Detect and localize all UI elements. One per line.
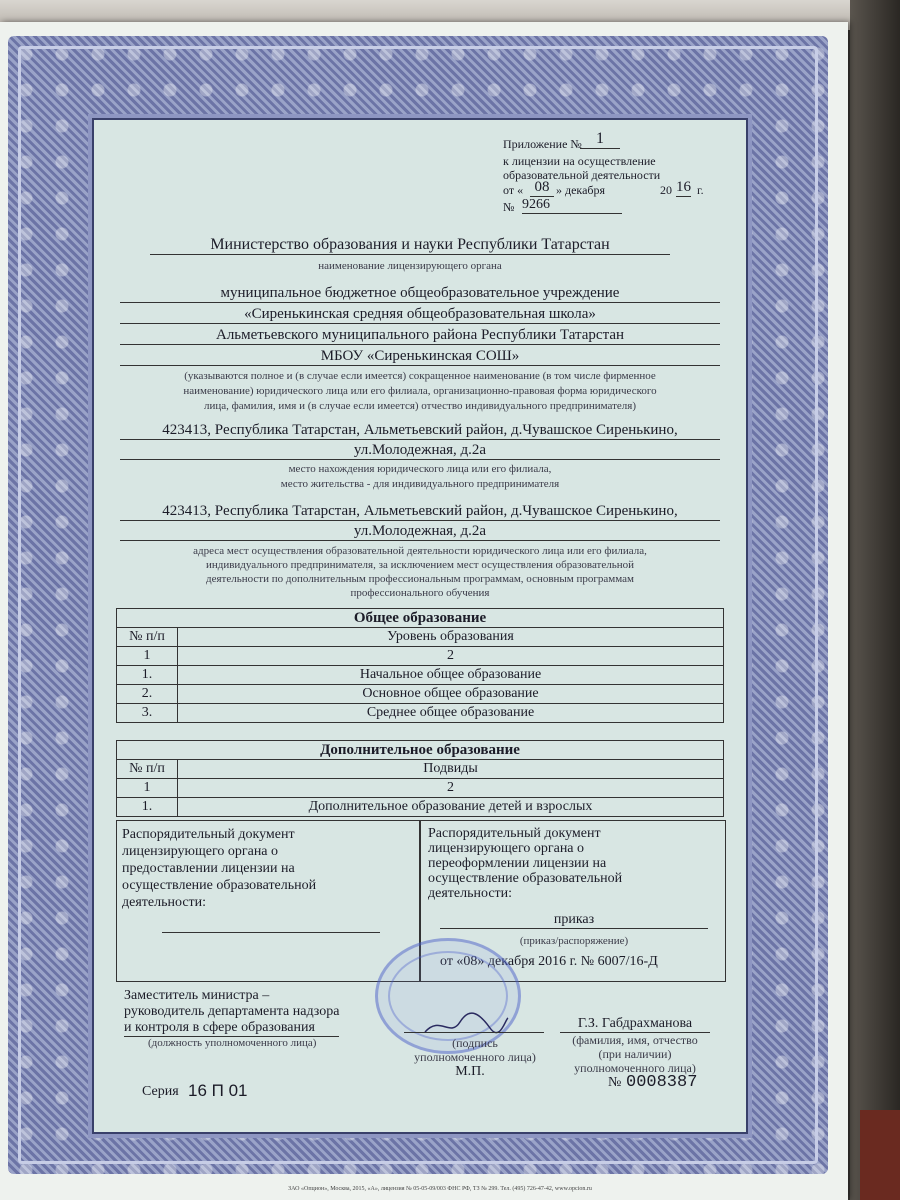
table-index-row bbox=[117, 779, 724, 798]
date-year-prefix: 20 bbox=[660, 183, 672, 197]
org-line1: муниципальное бюджетное общеобразовательное учреждение bbox=[120, 285, 720, 303]
table-header-row bbox=[117, 760, 724, 779]
activity-caption1: адреса мест осуществления образовательной деятельности юридического лица или его филиала, bbox=[193, 545, 647, 557]
org-line2: «Сиренькинская средняя общеобразовательная школа» bbox=[120, 306, 720, 324]
background-right bbox=[850, 0, 900, 1200]
index-cell: 1 bbox=[117, 647, 178, 666]
additional-education-title: Дополнительное образование bbox=[117, 741, 724, 760]
order-reissue-line: деятельности: bbox=[428, 886, 513, 901]
row-level: Начальное общее образование bbox=[178, 666, 724, 685]
order-grant-line: Распорядительный документ bbox=[122, 827, 295, 842]
table-row bbox=[117, 798, 724, 817]
order-grant-line: лицензирующего органа о bbox=[122, 844, 279, 859]
col-number-header: № п/п bbox=[117, 760, 178, 779]
location-caption2: место жительства - для индивидуального предпринимателя bbox=[280, 478, 560, 490]
printer-info: ЗАО «Опцион», Москва, 2015, «А», лицензия № 05-05-09/003 ФНС РФ, ТЗ № 299. Тел. (495) 726-47-42, www.opcion.ru bbox=[288, 1186, 592, 1192]
org-caption2: наименование) юридического лица или его филиала, организационно-правовая форма юридического bbox=[183, 385, 657, 397]
index-cell: 2 bbox=[178, 647, 724, 666]
position-line: и контроля в сфере образования bbox=[124, 1020, 339, 1037]
row-number: 1. bbox=[117, 798, 178, 817]
location-line2: ул.Молодежная, д.2а bbox=[120, 442, 720, 460]
activity-address-line1: 423413, Республика Татарстан, Альметьевский район, д.Чувашское Сиренькино, bbox=[120, 503, 720, 521]
org-caption1: (указываются полное и (в случае если имеется) сокращенное наименование (в том числе фирменное bbox=[184, 370, 656, 382]
table-row bbox=[117, 704, 724, 723]
order-grant-text bbox=[122, 826, 316, 911]
order-reissue-line: осуществление образовательной bbox=[428, 871, 623, 886]
row-number: 1. bbox=[117, 666, 178, 685]
serial-value: 16 П 01 bbox=[188, 1081, 248, 1100]
appendix-number: 1 bbox=[580, 130, 620, 149]
serial-number: 0008387 bbox=[626, 1073, 698, 1092]
table-row bbox=[117, 666, 724, 685]
licensing-authority-caption: наименование лицензирующего органа bbox=[318, 260, 502, 272]
date-month: » декабря bbox=[556, 183, 606, 197]
name-caption1: (фамилия, имя, отчество bbox=[572, 1033, 698, 1047]
order-type-caption: (приказ/распоряжение) bbox=[519, 935, 629, 947]
order-grant-line: деятельности: bbox=[122, 895, 207, 910]
activity-caption4: профессионального обучения bbox=[350, 587, 490, 599]
appendix-line2: образовательной деятельности bbox=[503, 168, 661, 182]
signer-name: Г.З. Габдрахманова bbox=[560, 1016, 710, 1033]
row-level: Основное общее образование bbox=[178, 685, 724, 704]
serial-label: Серия bbox=[142, 1084, 179, 1099]
date-year: 16 bbox=[676, 179, 691, 195]
row-number: 3. bbox=[117, 704, 178, 723]
signer-position bbox=[124, 988, 339, 1037]
table-index-row bbox=[117, 647, 724, 666]
order-date-number: от «08» декабря 2016 г. № 6007/16-Д bbox=[440, 954, 658, 969]
activity-caption2: индивидуального предпринимателя, за исключением мест осуществления образовательной bbox=[205, 559, 635, 571]
col-level-header: Уровень образования bbox=[178, 628, 724, 647]
row-level: Дополнительное образование детей и взрослых bbox=[178, 798, 724, 817]
general-education-table bbox=[116, 608, 724, 723]
order-grant-line: осуществление образовательной bbox=[122, 878, 317, 893]
col-number-header: № п/п bbox=[117, 628, 178, 647]
col-subtype-header: Подвиды bbox=[178, 760, 724, 779]
order-type: приказ bbox=[440, 912, 708, 929]
activity-caption3: деятельности по дополнительным профессиональным программам, основным программам bbox=[206, 573, 634, 585]
date-prefix: от « bbox=[503, 183, 524, 197]
location-caption1: место нахождения юридического лица или его филиала, bbox=[288, 463, 552, 475]
name-caption3: уполномоченного лица) bbox=[574, 1061, 696, 1075]
position-caption: (должность уполномоченного лица) bbox=[148, 1037, 317, 1049]
order-reissue-line: переоформлении лицензии на bbox=[428, 856, 607, 871]
serial-number-label: № bbox=[608, 1075, 622, 1090]
index-cell: 2 bbox=[178, 779, 724, 798]
row-number: 2. bbox=[117, 685, 178, 704]
table-header-row bbox=[117, 628, 724, 647]
license-number: 9266 bbox=[522, 197, 622, 214]
order-grant-line: предоставлении лицензии на bbox=[122, 861, 295, 876]
date-day: 08 bbox=[530, 179, 554, 197]
org-short-name: МБОУ «Сиренькинская СОШ» bbox=[120, 348, 720, 366]
activity-address-line2: ул.Молодежная, д.2а bbox=[120, 523, 720, 541]
date-year-end: г. bbox=[697, 183, 704, 197]
signature-line bbox=[404, 1032, 544, 1033]
org-caption3: лица, фамилия, имя и (в случае если имеется) отчество индивидуального предпринимателя) bbox=[203, 400, 637, 412]
seal-place-mark: М.П. bbox=[455, 1064, 485, 1079]
license-number-label: № bbox=[503, 200, 515, 214]
location-line1: 423413, Республика Татарстан, Альметьевский район, д.Чувашское Сиренькино, bbox=[120, 422, 720, 440]
order-reissue-line: лицензирующего органа о bbox=[428, 841, 585, 856]
signature-caption2: уполномоченного лица) bbox=[414, 1050, 536, 1064]
general-education-title: Общее образование bbox=[117, 609, 724, 628]
position-line: Заместитель министра – bbox=[124, 988, 270, 1003]
order-grant-blank-line bbox=[162, 932, 380, 933]
signature-caption1: (подпись bbox=[452, 1036, 498, 1050]
index-cell: 1 bbox=[117, 779, 178, 798]
org-line3: Альметьевского муниципального района Республики Татарстан bbox=[120, 327, 720, 345]
additional-education-table bbox=[116, 740, 724, 817]
position-line: руководитель департамента надзора bbox=[124, 1004, 340, 1019]
table-row bbox=[117, 685, 724, 704]
appendix-label: Приложение № bbox=[503, 137, 582, 151]
licensing-authority: Министерство образования и науки Республики Татарстан bbox=[150, 236, 670, 255]
order-reissue-text bbox=[428, 826, 622, 901]
name-caption2: (при наличии) bbox=[598, 1047, 672, 1061]
background-corner bbox=[860, 1110, 900, 1200]
appendix-line1: к лицензии на осуществление bbox=[503, 154, 656, 168]
order-reissue-line: Распорядительный документ bbox=[428, 826, 601, 841]
row-level: Среднее общее образование bbox=[178, 704, 724, 723]
